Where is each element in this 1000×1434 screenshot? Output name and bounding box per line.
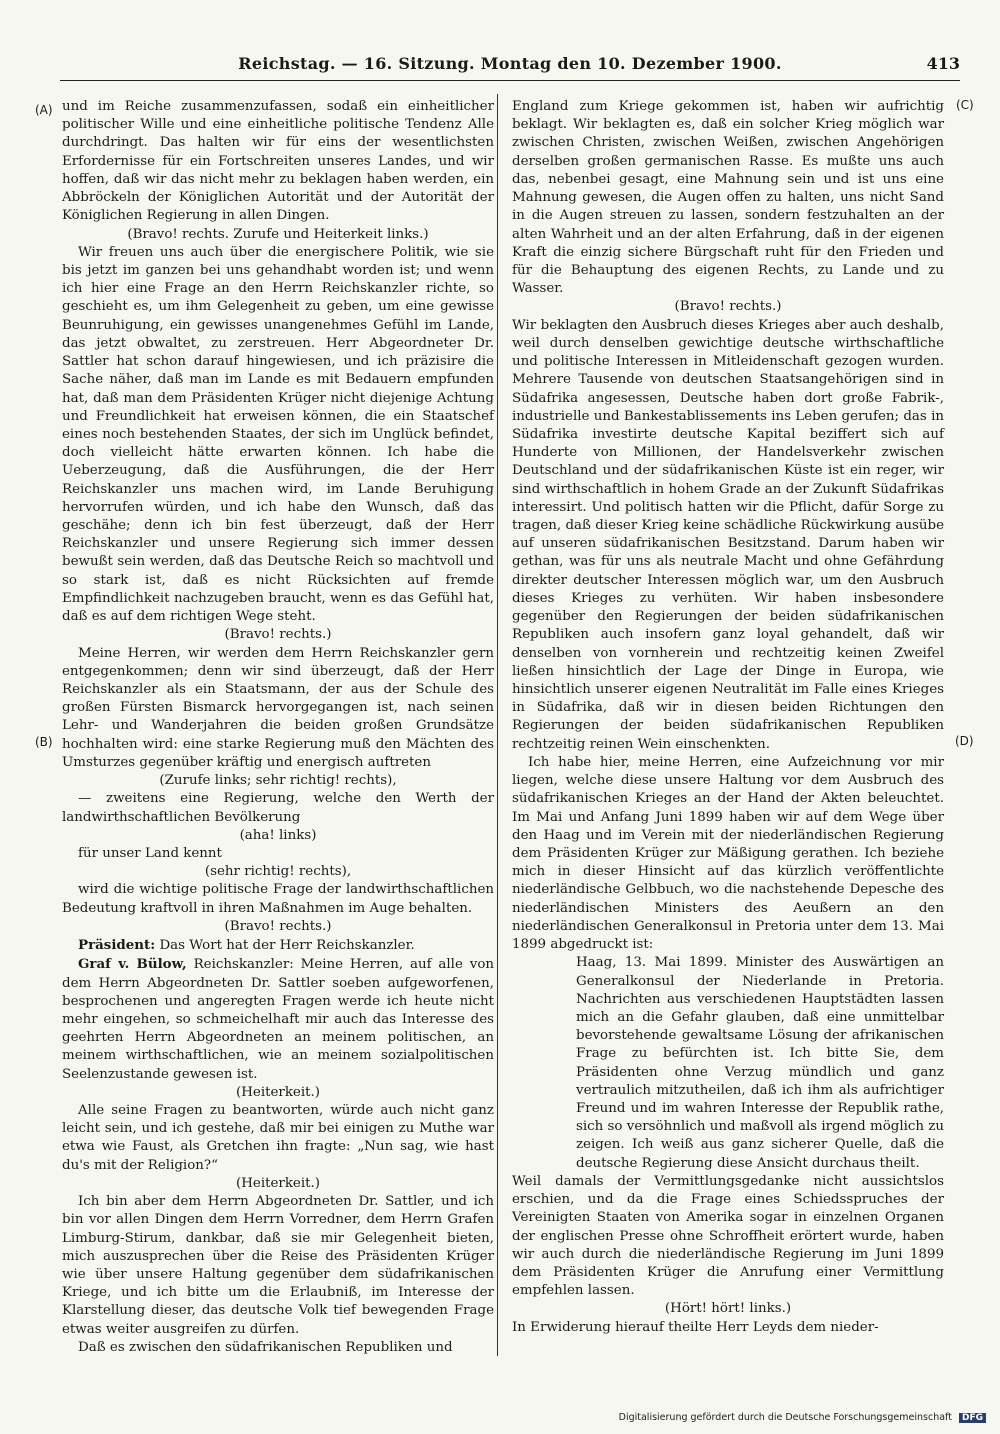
- speaker-name: Graf v. Bülow,: [78, 956, 187, 973]
- page-header: [60, 50, 960, 81]
- column-divider: [497, 94, 498, 1356]
- interjection: [62, 918, 494, 936]
- paragraph-text: Daß es zwischen den südafrikanischen Republiken und: [78, 1339, 453, 1355]
- paragraph-text: (Heiterkeit.): [236, 1175, 320, 1191]
- margin-mark-c: (C): [956, 98, 974, 112]
- paragraph: [62, 790, 494, 826]
- paragraph-text: und im Reiche zusammenzufassen, sodaß ein einheitlicher politischer Wille und eine einheitliche politische Tendenz Alle durchdringt. Das halten wir für eins der wesentlichsten Erfordernisse für ein Fortschreiten unseres Landes, und wir hoffen, daß wir das nicht mehr zu beklagen haben werden, ein Abbröckeln der Königlichen Autorität und der Autorität der Königlichen Regierung in allen Dingen.: [62, 99, 494, 224]
- paragraph: [62, 244, 494, 627]
- dfg-logo: DFG: [959, 1413, 986, 1423]
- digitization-credit: [619, 1412, 986, 1423]
- paragraph-text: Weil damals der Vermittlungsgedanke nicht aussichtslos erschien, und da die Frage eines Schiedsspruches der Vereinigten Staaten von Amerika sogar in einzelnen Organen der englischen Presse ohne Schroffheit erörtert wurde, haben wir auch durch die niederländische Regierung im Juni 1899 dem Präsidenten Krüger die Anrufung einer Vermittlung empfehlen lassen.: [512, 1173, 944, 1299]
- paragraph: [62, 955, 494, 1084]
- paragraph-text: wird die wichtige politische Frage der landwirthschaftlichen Bedeutung kraftvoll in ihren Maßnahmen im Auge behalten.: [62, 882, 494, 916]
- paragraph-text: (Bravo! rechts.): [224, 627, 332, 643]
- paragraph-text: (aha! links): [239, 827, 317, 843]
- interjection: [62, 827, 494, 845]
- right-text-column: [512, 98, 944, 1337]
- interjection: [62, 1175, 494, 1193]
- interjection: [512, 1300, 944, 1318]
- credit-text: Digitalisierung gefördert durch die Deutsche Forschungsgemeinschaft: [618, 1412, 952, 1423]
- interjection: [62, 626, 494, 644]
- paragraph: [62, 1193, 494, 1339]
- running-title: Reichstag. — 16. Sitzung. Montag den 10. Dezember 1900.: [238, 54, 782, 73]
- paragraph-text: (Zurufe links; sehr richtig! rechts),: [159, 773, 397, 789]
- paragraph-text: — zweitens eine Regierung, welche den Werth der landwirthschaftlichen Bevölkerung: [62, 791, 494, 825]
- paragraph-text: Das Wort hat der Herr Reichskanzler.: [155, 938, 415, 954]
- paragraph-text: Ich bin aber dem Herrn Abgeordneten Dr. Sattler, und ich bin vor allen Dingen dem Herrn Vorredner, dem Herrn Grafen Limburg-Stirum, dankbar, daß sie mir Gelegenheit bieten, mich auszusprechen über die Reise des Präsidenten Krüger wie über unsere Haltung gegenüber dem südafrikanischen Kriege, und ich bitte um die Erlaubniß, im Interesse der Klarstellung dieser, das deutsche Volk tief bewegenden Frage etwas weiter ausgreifen zu dürfen.: [62, 1194, 494, 1337]
- paragraph: [62, 1102, 494, 1175]
- paragraph-text: Wir beklagten den Ausbruch dieses Krieges aber auch deshalb, weil durch denselben gewichtige deutsche wirthschaftliche und politische Interessen in Mitleidenschaft gezogen wurden. Mehrere Tausende von deutschen Staatsangehörigen sind in Südafrika angesessen, Deutsche haben dort große Fabrik-, industrielle und Bankestablissements ins Leben gerufen; das in Südafrika investirte deutsche Kapital beziffert sich auf Hunderte von Millionen, der Handelsverkehr zwischen Deutschland und der südafrikanischen Küste ist ein reger, wir sind wirthschaftlich in hohem Grade an der Zukunft Südafrikas interessirt. Und politisch hatten wir die Pflicht, dafür Sorge zu tragen, daß dieser Krieg keine schädliche Rückwirkung ausübe auf unseren südafrikanischen Besitzstand. Darum haben wir gethan, was für uns als neutrale Macht und ohne Gefährdung direkter deutscher Interessen möglich war, um den Ausbruch dieses Krieges zu verhüten. Wir haben insbesondere gegenüber den Regierungen der beiden südafrikanischen Republiken auch insofern ganz loyal gehandelt, daß wir denselben von vornherein und rechtzeitig keinen Zweifel ließen hinsichtlich der Lage der Dinge in Europa, wie hinsichtlich unserer eigenen Neutralität im Falle eines Krieges in Südafrika, daß wir in diesen beiden Richtungen den Regierungen der beiden südafrikanischen Republiken rechtzeitig reinen Wein einschenkten.: [512, 317, 944, 752]
- speaker-name: Präsident:: [78, 937, 156, 954]
- paragraph: [62, 881, 494, 917]
- paragraph: [512, 1173, 944, 1301]
- paragraph: [512, 98, 944, 298]
- paragraph: [512, 754, 944, 954]
- paragraph: [512, 1319, 944, 1337]
- interjection: [62, 226, 494, 244]
- paragraph-text: (Bravo! rechts.): [224, 918, 332, 934]
- interjection: [62, 863, 494, 881]
- paragraph: [62, 645, 494, 773]
- paragraph-text: Ich habe hier, meine Herren, eine Aufzeichnung vor mir liegen, welche diese unsere Haltung vor dem Ausbruch des südafrikanischen Krieges an der Hand der Akten beleuchtet. Im Mai und Anfang Juni 1899 haben wir auf dem Wege über den Haag und im Verein mit der niederländischen Regierung dem Präsidenten Krüger zur Mäßigung gerathen. Ich beziehe mich in dieser Hinsicht auf das kürzlich veröffentlichte niederländische Gelbbuch, wo die nachstehende Depesche des niederländischen Ministers des Aeußern an den niederländischen Generalkonsul in Pretoria unter dem 13. Mai 1899 abgedruckt ist:: [512, 754, 944, 953]
- margin-mark-d: (D): [955, 734, 974, 748]
- paragraph-text: (Hört! hört! links.): [664, 1301, 792, 1317]
- paragraph-text: Alle seine Fragen zu beantworten, würde auch nicht ganz leicht sein, und ich gestehe, daß mir bei einigen zu Muthe war etwa wie Faust, als Gretchen ihn fragte: „Nun sag, wie hast du's mit der Religion?“: [62, 1103, 494, 1173]
- paragraph-text: für unser Land kennt: [78, 845, 222, 861]
- paragraph: [62, 1339, 494, 1357]
- paragraph-text: Meine Herren, wir werden dem Herrn Reichskanzler gern entgegenkommen; denn wir sind überzeugt, daß der Herr Reichskanzler als ein Staatsmann, der aus der Schule des großen Fürsten Bismarck hervorgegangen ist, nach seinen Lehr- und Wanderjahren die beiden großen Grundsätze hochhalten wird: eine starke Regierung muß den Mächten des Umsturzes gegenüber kräftig und energisch auftreten: [62, 645, 494, 770]
- paragraph-text: In Erwiderung hierauf theilte Herr Leyds dem nieder-: [512, 1319, 879, 1335]
- paragraph-text: (sehr richtig! rechts),: [204, 864, 352, 880]
- paragraph-text: Haag, 13. Mai 1899. Minister des Auswärtigen an Generalkonsul der Niederlande in Pretoria. Nachrichten aus verschiedenen Hauptstädten lassen mich an die Gefahr glauben, daß eine unmittelbar bevorstehende gewaltsame Lösung der afrikanischen Frage zu befürchten ist. Ich bitte Sie, dem Präsidenten ohne Verzug mündlich und ganz vertraulich mitzutheilen, daß ich ihm als aufrichtiger Freund und im wahren Interesse der Republik rathe, sich so versöhnlich und maßvoll als irgend möglich zu zeigen. Ich weiß aus ganz sicherer Quelle, daß die deutsche Regierung diese Ansicht durchaus theilt.: [576, 955, 944, 1171]
- margin-mark-a: (A): [35, 103, 53, 117]
- paragraph-text: (Heiterkeit.): [236, 1084, 320, 1100]
- quoted-dispatch: [512, 954, 944, 1173]
- paragraph-text: (Bravo! rechts. Zurufe und Heiterkeit links.): [127, 226, 429, 242]
- paragraph: [62, 98, 494, 226]
- paragraph-text: Reichskanzler: Meine Herren, auf alle von dem Herrn Abgeordneten Dr. Sattler soeben aufgeworfenen, besprochenen und angeregten Fragen werde ich heute nicht mehr eingehen, so schmeichelhaft mir auch das Interesse des geehrten Herrn Abgeordneten an meinem politischen, an meinem wirthschaftlichen, wie an meinem sozialpolitischen Seelenzustande gewesen ist.: [62, 957, 495, 1082]
- interjection: [512, 298, 944, 316]
- margin-mark-b: (B): [35, 735, 53, 749]
- paragraph-text: (Bravo! rechts.): [674, 299, 782, 315]
- page-number: 413: [926, 54, 960, 73]
- paragraph-text: England zum Kriege gekommen ist, haben wir aufrichtig beklagt. Wir beklagten es, daß ein solcher Krieg möglich war zwischen Christen, zwischen Weißen, zwischen Angehörigen derselben großen germanischen Rasse. Es mußte uns auch das, nebenbei gesagt, eine Mahnung sein und ist uns eine Mahnung gewesen, die Augen offen zu halten, uns nicht Sand in die Augen streuen zu lassen, sondern festzuhalten an der alten Wahrheit und an der alten Erfahrung, daß in der eigenen Kraft die einzig sichere Bürgschaft ruht für den Frieden und für die Behauptung des eigenen Rechts, zu Lande und zu Wasser.: [512, 99, 944, 297]
- paragraph: [62, 845, 494, 863]
- paragraph-text: Wir freuen uns auch über die energischere Politik, wie sie bis jetzt im ganzen bei uns gehandhabt worden ist; und wenn ich hier eine Frage an den Herrn Reichskanzler richte, so geschieht es, um ihm Gelegenheit zu geben, um eine gewisse Beunruhigung, ein gewisses unangenehmes Gefühl im Lande, das jetzt obwaltet, zu zerstreuen. Herr Abgeordneter Dr. Sattler hat schon darauf hingewiesen, und ich präzisire die Sache näher, daß man im Lande es mit Bedauern empfunden hat, daß man dem Präsidenten Krüger nicht diejenige Achtung und Freundlichkeit hat erweisen können, die ein Staatschef eines noch bestehenden Staates, der sich im Unglück befindet, doch vielleicht hätte erwarten können. Ich habe die Ueberzeugung, daß die Ausführungen, die der Herr Reichskanzler uns machen wird, im Lande Beruhigung hervorrufen würden, und ich habe den Wunsch, daß das geschähe; denn ich bin fest überzeugt, daß der Herr Reichskanzler und unsere Regierung sich immer dessen bewußt sein werden, daß das Deutsche Reich so machtvoll und so stark ist, daß es nicht Rücksichten auf fremde Empfindlichkeit nachzugeben braucht, wenn es das Gefühl hat, daß es auf dem richtigen Wege steht.: [62, 244, 494, 625]
- interjection: [62, 1084, 494, 1102]
- left-text-column: [62, 98, 494, 1357]
- paragraph: [512, 317, 944, 754]
- paragraph: [62, 936, 494, 955]
- interjection: [62, 772, 494, 790]
